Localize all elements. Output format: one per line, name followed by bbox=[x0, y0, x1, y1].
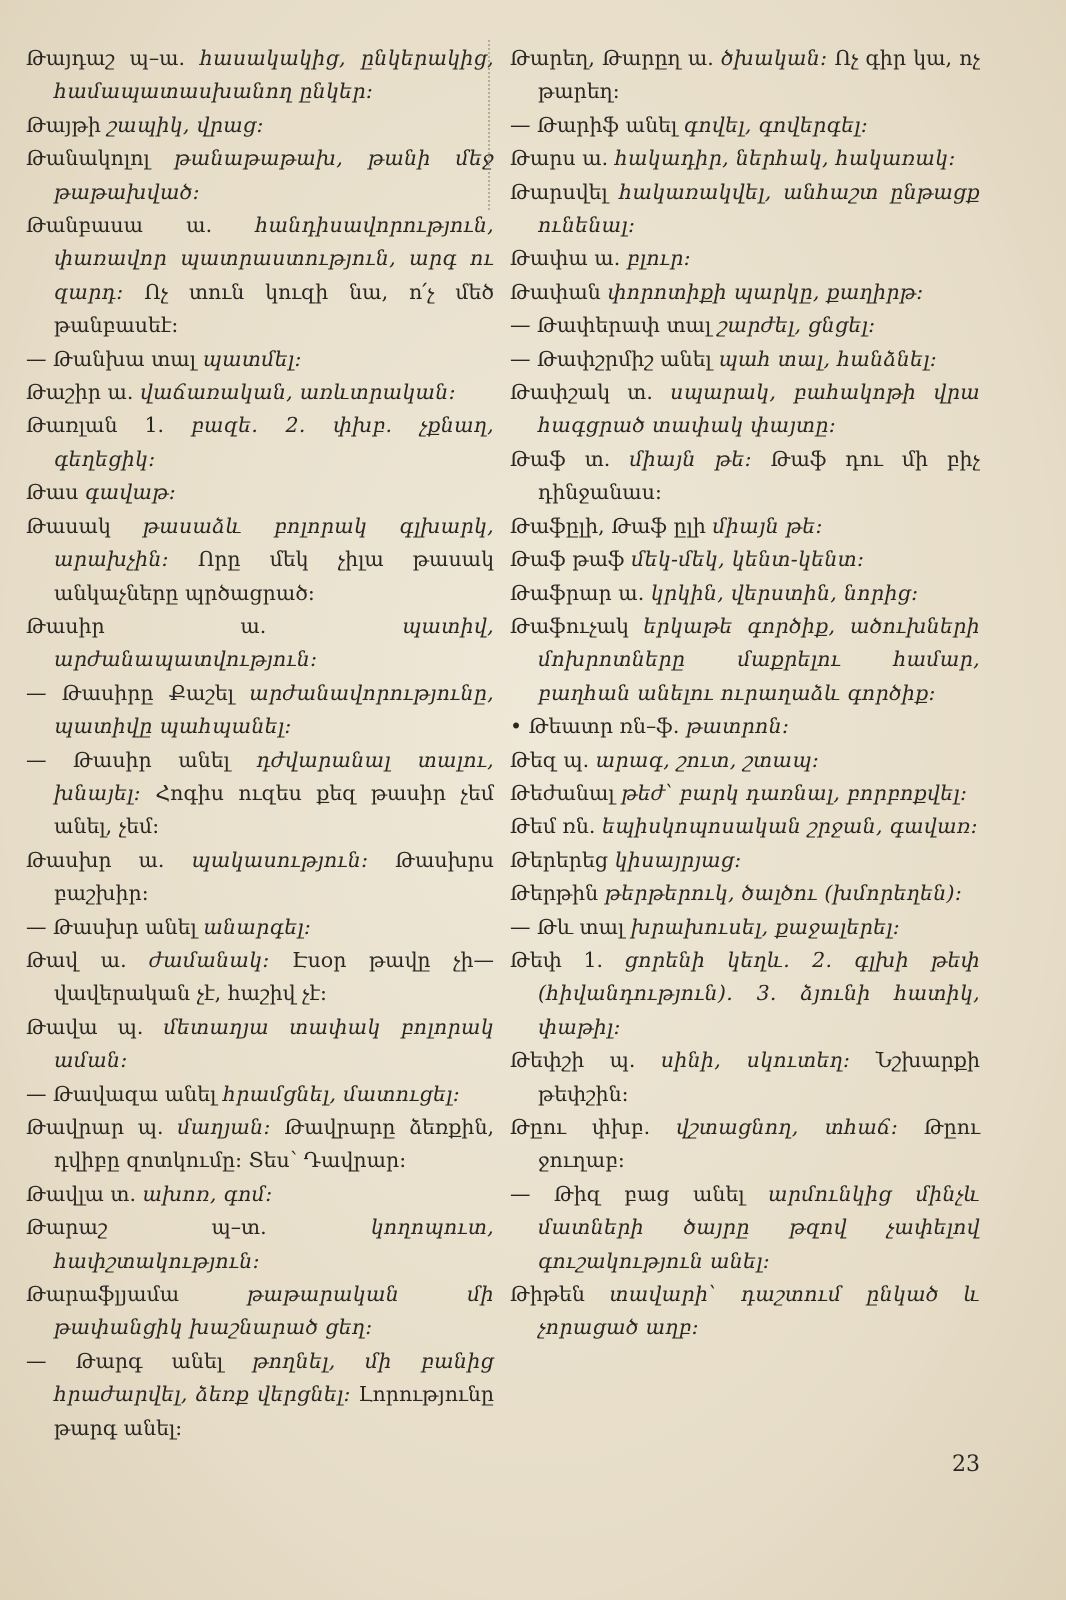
dictionary-entry bbox=[26, 1211, 494, 1278]
dictionary-entry bbox=[26, 476, 494, 509]
dictionary-entry bbox=[510, 911, 980, 944]
entry-headword: Թայթի bbox=[26, 112, 101, 137]
entry-headword: Թասակ bbox=[26, 513, 111, 538]
entry-headword: Թարս ա. bbox=[510, 146, 609, 171]
entry-headword: Թավ ա. bbox=[26, 947, 127, 972]
entry-gloss: ծխական: bbox=[720, 46, 828, 70]
dictionary-entry bbox=[26, 409, 494, 476]
entry-example: Թըու ջուղաբ: bbox=[538, 1115, 981, 1173]
dictionary-entry bbox=[510, 744, 980, 777]
entry-headword: Թեփ 1. bbox=[510, 947, 604, 972]
entry-headword: — Թափերափ տալ bbox=[510, 313, 712, 338]
dictionary-entry bbox=[26, 109, 494, 142]
dictionary-entry bbox=[26, 209, 494, 343]
dictionary-entry bbox=[26, 376, 494, 409]
entry-gloss: գովել, գովերգել: bbox=[683, 112, 869, 137]
entry-gloss: հասակակից, ընկերակից, համապատասխանող ընկեր: bbox=[54, 46, 494, 104]
dictionary-entry bbox=[26, 1278, 494, 1345]
entry-example: Թավրարը ձեռքին, դվիբը զոտկումը: Տես՝ Դավրար: bbox=[54, 1115, 494, 1173]
entry-headword: — Թափշրմիշ անել bbox=[510, 346, 712, 371]
entry-headword: — Թիզ բաց անել bbox=[510, 1181, 745, 1206]
dictionary-entry bbox=[510, 810, 980, 843]
dictionary-entry bbox=[510, 877, 980, 910]
entry-gloss: կողոպուտ, հափշտակություն: bbox=[54, 1215, 494, 1273]
entry-headword: Թասիր ա. bbox=[26, 613, 267, 638]
entry-headword: Թավա պ. bbox=[26, 1014, 144, 1039]
entry-headword: Թափան bbox=[510, 279, 601, 304]
entry-gloss: շապիկ, վրաց: bbox=[107, 112, 264, 137]
entry-gloss: դժվարանալ տալու, խնայել: bbox=[54, 747, 494, 805]
dictionary-entry bbox=[26, 1178, 494, 1211]
entry-headword: Թաֆրար ա. bbox=[510, 580, 645, 605]
dictionary-entry bbox=[510, 42, 980, 109]
entry-gloss: բազե. 2. փխբ. չքնաղ, գեղեցիկ: bbox=[54, 413, 494, 471]
entry-gloss: միայն թե: bbox=[629, 446, 752, 471]
entry-gloss: արժանավորությունը, պատիվը պահպանել: bbox=[54, 680, 494, 739]
entry-headword: Թերերեց bbox=[510, 847, 609, 872]
dictionary-entry bbox=[510, 376, 980, 443]
entry-gloss: հանդիսավորություն, փառավոր պատրաստություն, արգ ու զարդ: bbox=[54, 213, 494, 304]
entry-headword: Թավլա տ. bbox=[26, 1181, 136, 1206]
entry-headword: — Թարիֆ անել bbox=[510, 112, 678, 137]
dictionary-entry bbox=[510, 510, 980, 543]
entry-headword: — Թև տալ bbox=[510, 914, 625, 939]
entry-headword: Թըու փխբ. bbox=[510, 1115, 651, 1139]
entry-gloss: ցորենի կեղև. 2. գլխի թեփ (հիվանդություն). 3. ձյունի հատիկ, փաթիլ: bbox=[538, 947, 980, 1039]
entry-gloss: փորոտիքի պարկը, քաղիրթ: bbox=[607, 279, 924, 304]
entry-headword: Թեփշի պ. bbox=[510, 1048, 636, 1073]
dictionary-entry bbox=[510, 1111, 980, 1178]
entry-example: Լորությունը թարգ անել: bbox=[54, 1382, 494, 1440]
dictionary-entry bbox=[26, 510, 494, 610]
dictionary-entry bbox=[510, 610, 980, 710]
binding-gutter bbox=[488, 40, 504, 210]
dictionary-entry bbox=[26, 343, 494, 376]
entry-headword: Թաֆըլի, Թաֆ ըլի bbox=[510, 513, 706, 538]
entry-example: Որը մեկ չիլա թասակ անկաչները պրծացրած: bbox=[54, 547, 494, 605]
dictionary-entry bbox=[26, 1078, 494, 1111]
page-number: 23 bbox=[952, 1452, 980, 1477]
right-column bbox=[510, 42, 980, 1345]
dictionary-entry bbox=[510, 1278, 980, 1345]
entry-headword: — Թանխա տալ bbox=[26, 346, 196, 371]
dictionary-entry bbox=[26, 677, 494, 744]
entry-headword: — Թարգ անել bbox=[26, 1348, 224, 1373]
entry-headword: — Թասիր անել bbox=[26, 747, 230, 772]
entry-gloss: թողնել, մի բանից հրաժարվել, ձեռք վերցնել: bbox=[54, 1348, 494, 1407]
dictionary-entry bbox=[510, 844, 980, 877]
entry-headword: Թեժանալ bbox=[510, 780, 615, 805]
entry-gloss: պակասություն: bbox=[191, 847, 369, 872]
dictionary-entry bbox=[510, 1044, 980, 1111]
entry-gloss: սինի, սկուտեղ: bbox=[660, 1048, 851, 1073]
entry-gloss: պատմել: bbox=[202, 346, 302, 371]
entry-gloss: կրկին, վերստին, նորից: bbox=[650, 580, 919, 605]
entry-gloss: արագ, շուտ, շտապ: bbox=[595, 747, 820, 772]
entry-headword: Թայդաշ պ–ա. bbox=[26, 46, 186, 70]
entry-gloss: հրամցնել, մատուցել: bbox=[222, 1081, 460, 1106]
entry-gloss: թաթարական մի թափանցիկ խաշնարած ցեղ: bbox=[54, 1282, 494, 1340]
entry-headword: Թանակոլոլ bbox=[26, 146, 150, 171]
dictionary-entry bbox=[510, 577, 980, 610]
dictionary-entry bbox=[510, 343, 980, 376]
entry-gloss: եպիսկոպոսական շրջան, գավառ: bbox=[602, 814, 978, 839]
entry-gloss: բլուր: bbox=[626, 246, 691, 271]
dictionary-entry bbox=[510, 1178, 980, 1278]
entry-headword: Թեմ ռն. bbox=[510, 814, 596, 839]
entry-gloss: կիսայրյաց: bbox=[614, 847, 742, 872]
entry-gloss: խրախուսել, քաջալերել: bbox=[630, 914, 901, 939]
entry-headword: Թիթեն bbox=[510, 1282, 585, 1307]
entry-headword: — Թավազա անել bbox=[26, 1081, 217, 1106]
entry-headword: Թարաֆլյամա bbox=[26, 1282, 180, 1307]
dictionary-entry bbox=[510, 944, 980, 1044]
entry-example: Թասխրս բաշխիր: bbox=[54, 847, 494, 906]
dictionary-entry bbox=[26, 911, 494, 944]
entry-headword: Թարսվել bbox=[510, 179, 608, 204]
dictionary-entry bbox=[510, 109, 980, 142]
dictionary-entry bbox=[510, 142, 980, 175]
dictionary-entry bbox=[510, 543, 980, 576]
entry-headword: Թերթին bbox=[510, 881, 599, 906]
entry-gloss: ախոռ, գոմ: bbox=[142, 1181, 273, 1206]
entry-gloss: հակառակվել, անհաշտ ընթացք ունենալ: bbox=[538, 179, 980, 238]
entry-gloss: թասաձև բոլորակ գլխարկ, արախչին: bbox=[54, 513, 494, 572]
entry-gloss: հակադիր, ներհակ, հակառակ: bbox=[614, 146, 956, 171]
entry-headword: Թաշիր ա. bbox=[26, 380, 134, 405]
entry-headword: Թաֆ տ. bbox=[510, 446, 611, 471]
entry-gloss: անարգել: bbox=[203, 914, 312, 939]
entry-example: Ոչ գիր կա, ոչ թարեղ: bbox=[538, 46, 981, 104]
entry-gloss: արմունկից մինչև մատների ծայրը թզով չափելով գուշակություն անել: bbox=[538, 1181, 980, 1273]
dictionary-entry bbox=[26, 1345, 494, 1445]
entry-headword: Թարաշ պ–տ. bbox=[26, 1215, 267, 1240]
dictionary-entry bbox=[510, 710, 980, 743]
dictionary-entry bbox=[26, 1011, 494, 1078]
dictionary-entry bbox=[510, 309, 980, 342]
entry-headword: Թանբասա ա. bbox=[26, 213, 213, 238]
entry-headword: — Թասիրը Քաշել bbox=[26, 680, 235, 705]
entry-gloss: մետաղյա տափակ բոլորակ աման: bbox=[54, 1014, 494, 1073]
entry-gloss: թանաթաթախ, թանի մեջ թաթախված: bbox=[54, 146, 494, 204]
entry-gloss: մեկ-մեկ, կենտ-կենտ: bbox=[631, 547, 865, 572]
entry-headword: Թաս bbox=[26, 480, 79, 505]
entry-headword: Թաֆուչակ bbox=[510, 613, 629, 638]
entry-gloss: մաղյան: bbox=[177, 1115, 271, 1139]
entry-gloss: երկաթե գործիք, ածուխների մոխրոտները մաքրելու համար, բաղհան անելու ուրաղաձև գործիք: bbox=[538, 613, 980, 705]
entry-gloss: գավաթ: bbox=[85, 480, 177, 505]
entry-headword: Թափշակ տ. bbox=[510, 380, 653, 405]
entry-gloss: սպարակ, բահակոթի վրա հագցրած տափակ փայտը: bbox=[538, 380, 980, 438]
entry-gloss: շարժել, ցնցել: bbox=[717, 313, 876, 338]
entry-gloss: թերթերուկ, ծալծու (խմորեղեն): bbox=[604, 881, 963, 906]
entry-example: Նշխարքի թեփշին: bbox=[538, 1048, 980, 1106]
entry-headword: Թասխր ա. bbox=[26, 847, 165, 872]
entry-headword: Թաֆ թաֆ bbox=[510, 547, 625, 572]
dictionary-entry bbox=[510, 242, 980, 275]
dictionary-entry bbox=[26, 744, 494, 844]
entry-gloss: թատրոն: bbox=[685, 714, 790, 739]
dictionary-entry bbox=[26, 610, 494, 677]
entry-gloss: ժամանակ: bbox=[149, 947, 270, 972]
dictionary-entry bbox=[26, 42, 494, 109]
entry-gloss: թեժ՝ բարկ դառնալ, բորբոքվել: bbox=[621, 780, 968, 805]
dictionary-entry bbox=[510, 276, 980, 309]
dictionary-entry bbox=[26, 142, 494, 209]
entry-headword: — Թասխր անել bbox=[26, 914, 197, 939]
entry-headword: Թեզ պ. bbox=[510, 747, 590, 772]
entry-gloss: պահ տալ, հանձնել: bbox=[718, 346, 937, 371]
entry-example: Էսօր թավը չի—վավերական չէ, հաշիվ չէ: bbox=[54, 947, 494, 1006]
entry-example: Հոգիս ուզես քեզ թասիր չեմ անել, չեմ: bbox=[54, 780, 494, 839]
entry-gloss: վշտացնող, տհաճ: bbox=[675, 1115, 899, 1139]
dictionary-entry bbox=[26, 944, 494, 1011]
entry-gloss: վաճառական, առևտրական: bbox=[139, 380, 456, 405]
entry-gloss: պատիվ, արժանապատվություն: bbox=[54, 613, 494, 672]
left-column bbox=[26, 42, 494, 1445]
entry-headword: • Թեատր ռն–ֆ. bbox=[510, 714, 680, 739]
entry-example: Թաֆ դու մի բիչ դինջանաս: bbox=[538, 446, 980, 505]
dictionary-entry bbox=[510, 443, 980, 510]
entry-headword: Թարեղ, Թարըղ ա. bbox=[510, 46, 714, 70]
entry-headword: Թափա ա. bbox=[510, 246, 621, 271]
dictionary-entry bbox=[510, 176, 980, 243]
entry-gloss: միայն թե: bbox=[712, 513, 823, 538]
dictionary-entry bbox=[26, 1111, 494, 1178]
dictionary-entry bbox=[510, 777, 980, 810]
dictionary-entry bbox=[26, 844, 494, 911]
entry-example: Ոչ տուն կուզի նա, ո՛չ մեծ թանբասեէ: bbox=[54, 279, 494, 338]
entry-headword: Թավրար պ. bbox=[26, 1115, 164, 1139]
entry-gloss: տավարի՝ դաշտում ընկած և չորացած աղբ: bbox=[538, 1282, 980, 1340]
entry-headword: Թառլան 1. bbox=[26, 413, 165, 438]
